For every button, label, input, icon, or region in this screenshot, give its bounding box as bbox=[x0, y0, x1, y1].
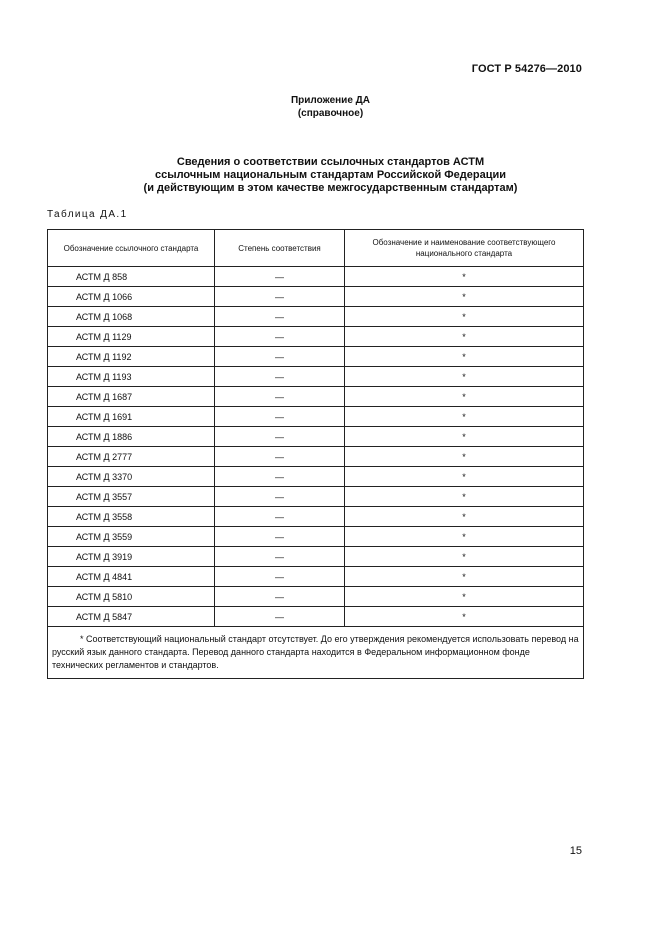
national-standard-cell: * bbox=[345, 527, 584, 547]
reference-standard-cell: АСТМ Д 1193 bbox=[48, 367, 215, 387]
reference-standard-cell: АСТМ Д 1886 bbox=[48, 427, 215, 447]
column-header-reference-standard: Обозначение ссылочного стандарта bbox=[48, 230, 215, 267]
national-standard-cell: * bbox=[345, 607, 584, 627]
national-standard-cell: * bbox=[345, 567, 584, 587]
reference-standard-cell: АСТМ Д 3559 bbox=[48, 527, 215, 547]
heading-line-1: Сведения о соответствии ссылочных стандартов АСТМ bbox=[176, 156, 485, 168]
national-standard-cell: * bbox=[345, 367, 584, 387]
page-number: 15 bbox=[569, 845, 582, 857]
table-row bbox=[48, 607, 584, 627]
table-row bbox=[48, 347, 584, 367]
reference-standard-cell: АСТМ Д 5847 bbox=[48, 607, 215, 627]
reference-standard-cell: АСТМ Д 4841 bbox=[48, 567, 215, 587]
national-standard-cell: * bbox=[345, 307, 584, 327]
reference-standard-cell: АСТМ Д 1066 bbox=[48, 287, 215, 307]
heading-line-2: ссылочным национальным стандартам Российской Федерации bbox=[154, 169, 507, 181]
degree-cell: — bbox=[215, 367, 345, 387]
table-row bbox=[48, 507, 584, 527]
national-standard-cell: * bbox=[345, 587, 584, 607]
reference-standard-cell: АСТМ Д 3557 bbox=[48, 487, 215, 507]
column-header-national-standard: Обозначение и наименование соответствующего национального стандарта bbox=[345, 230, 584, 267]
reference-standard-cell: АСТМ Д 1687 bbox=[48, 387, 215, 407]
footnote-row bbox=[48, 627, 584, 679]
table-row bbox=[48, 407, 584, 427]
degree-cell: — bbox=[215, 267, 345, 287]
reference-standard-cell: АСТМ Д 1068 bbox=[48, 307, 215, 327]
national-standard-cell: * bbox=[345, 467, 584, 487]
degree-cell: — bbox=[215, 287, 345, 307]
heading-line-3: (и действующим в этом качестве межгосударственным стандартам) bbox=[143, 182, 518, 194]
degree-cell: — bbox=[215, 407, 345, 427]
table-row bbox=[48, 387, 584, 407]
section-heading bbox=[0, 156, 661, 195]
reference-standard-cell: АСТМ Д 3370 bbox=[48, 467, 215, 487]
appendix-block bbox=[0, 94, 661, 120]
national-standard-cell: * bbox=[345, 327, 584, 347]
table-row bbox=[48, 287, 584, 307]
table-row bbox=[48, 307, 584, 327]
national-standard-cell: * bbox=[345, 427, 584, 447]
national-standard-cell: * bbox=[345, 267, 584, 287]
footnote-text: * Соответствующий национальный стандарт отсутствует. До его утверждения рекомендуется использовать перевод на русский язык данного стандарта. Перевод данного стандарта находится в Федеральном информационном фонде технических регламентов и стандартов. bbox=[52, 634, 579, 670]
national-standard-cell: * bbox=[345, 447, 584, 467]
table-row bbox=[48, 567, 584, 587]
national-standard-cell: * bbox=[345, 407, 584, 427]
degree-cell: — bbox=[215, 487, 345, 507]
table-row bbox=[48, 327, 584, 347]
national-standard-cell: * bbox=[345, 287, 584, 307]
degree-cell: — bbox=[215, 387, 345, 407]
reference-standard-cell: АСТМ Д 858 bbox=[48, 267, 215, 287]
reference-standard-cell: АСТМ Д 5810 bbox=[48, 587, 215, 607]
degree-cell: — bbox=[215, 607, 345, 627]
degree-cell: — bbox=[215, 447, 345, 467]
degree-cell: — bbox=[215, 547, 345, 567]
correspondence-table bbox=[47, 229, 584, 679]
national-standard-cell: * bbox=[345, 387, 584, 407]
reference-standard-cell: АСТМ Д 3919 bbox=[48, 547, 215, 567]
table-row bbox=[48, 467, 584, 487]
degree-cell: — bbox=[215, 507, 345, 527]
degree-cell: — bbox=[215, 587, 345, 607]
degree-cell: — bbox=[215, 427, 345, 447]
degree-cell: — bbox=[215, 467, 345, 487]
table-row bbox=[48, 267, 584, 287]
table-row bbox=[48, 447, 584, 467]
national-standard-cell: * bbox=[345, 347, 584, 367]
table-footnote bbox=[48, 627, 584, 679]
reference-standard-cell: АСТМ Д 2777 bbox=[48, 447, 215, 467]
table-row bbox=[48, 487, 584, 507]
degree-cell: — bbox=[215, 527, 345, 547]
table-header-row bbox=[48, 230, 584, 267]
national-standard-cell: * bbox=[345, 507, 584, 527]
degree-cell: — bbox=[215, 327, 345, 347]
reference-standard-cell: АСТМ Д 1192 bbox=[48, 347, 215, 367]
table-row bbox=[48, 587, 584, 607]
table-caption: Таблица ДА.1 bbox=[47, 209, 128, 220]
appendix-subtitle: (справочное) bbox=[297, 108, 364, 119]
table-row bbox=[48, 547, 584, 567]
degree-cell: — bbox=[215, 307, 345, 327]
document-code: ГОСТ Р 54276—2010 bbox=[471, 63, 582, 75]
degree-cell: — bbox=[215, 347, 345, 367]
national-standard-cell: * bbox=[345, 487, 584, 507]
column-header-degree: Степень соответствия bbox=[215, 230, 345, 267]
appendix-title: Приложение ДА bbox=[290, 95, 371, 106]
national-standard-cell: * bbox=[345, 547, 584, 567]
reference-standard-cell: АСТМ Д 1691 bbox=[48, 407, 215, 427]
table-row bbox=[48, 367, 584, 387]
reference-standard-cell: АСТМ Д 3558 bbox=[48, 507, 215, 527]
table-row bbox=[48, 527, 584, 547]
degree-cell: — bbox=[215, 567, 345, 587]
reference-standard-cell: АСТМ Д 1129 bbox=[48, 327, 215, 347]
table-row bbox=[48, 427, 584, 447]
